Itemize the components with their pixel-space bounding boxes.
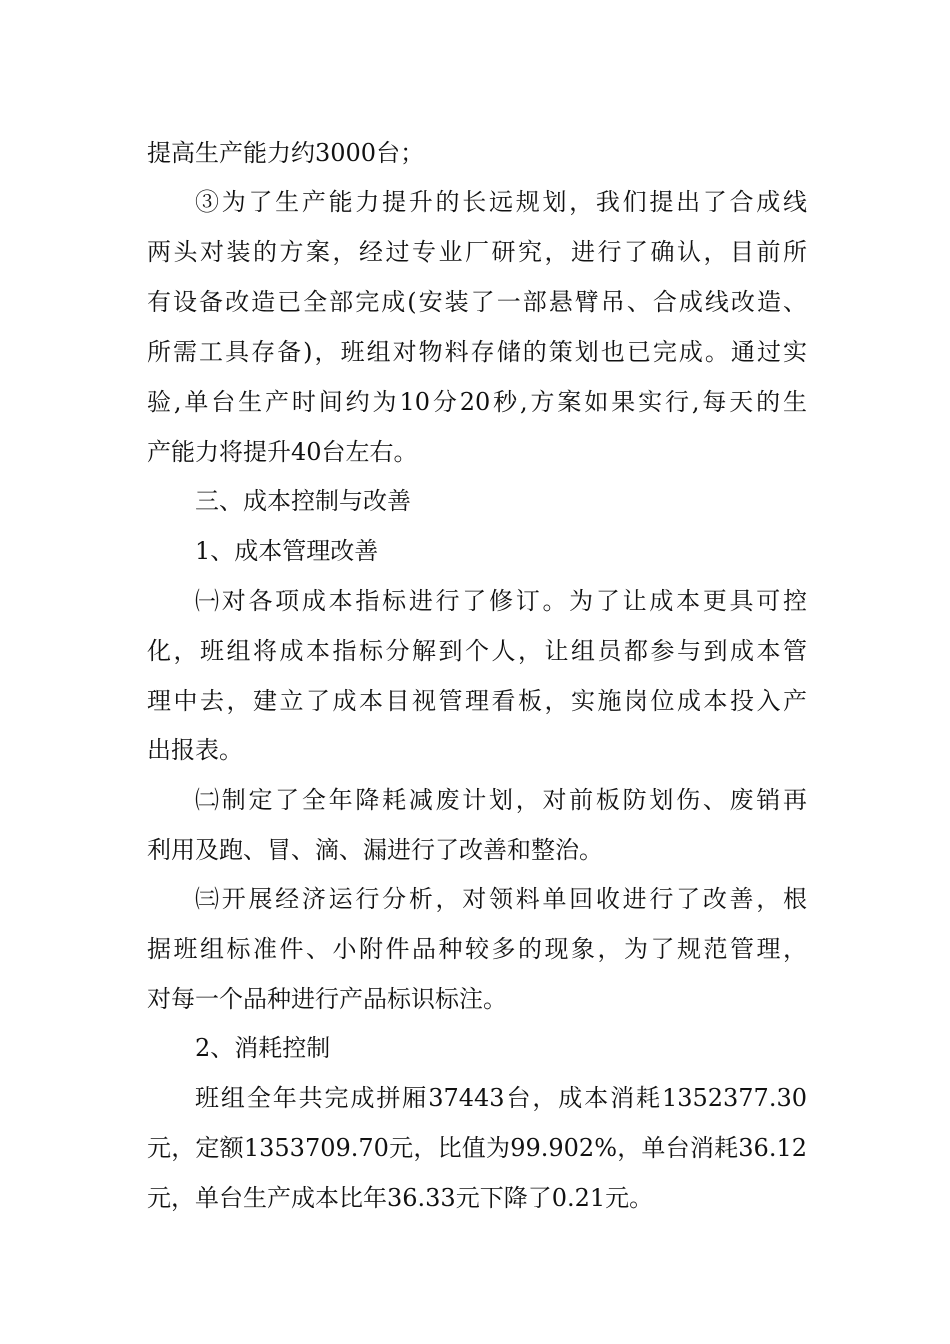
paragraph-line: 班组全年共完成拼厢37443台，成本消耗1352377.30 (195, 1084, 807, 1112)
paragraph-line: 所需工具存备)，班组对物料存储的策划也已完成。通过实 (147, 338, 807, 366)
subsection-heading: 1、成本管理改善 (195, 537, 379, 565)
paragraph-line: 有设备改造已全部完成(安装了一部悬臂吊、合成线改造、 (147, 288, 807, 316)
paragraph-line: ㈡制定了全年降耗减废计划，对前板防划伤、废销再 (195, 786, 807, 814)
paragraph-line: 对每一个品种进行产品标识标注。 (147, 985, 507, 1013)
paragraph-line: 出报表。 (147, 736, 243, 764)
paragraph-line: 据班组标准件、小附件品种较多的现象，为了规范管理， (147, 935, 807, 963)
paragraph-line: ③为了生产能力提升的长远规划，我们提出了合成线 (195, 188, 807, 216)
subsection-heading: 2、消耗控制 (195, 1034, 331, 1062)
paragraph-line: 化，班组将成本指标分解到个人，让组员都参与到成本管 (147, 637, 807, 665)
paragraph-line: ㈢开展经济运行分析，对领料单回收进行了改善，根 (195, 885, 807, 913)
section-heading: 三、成本控制与改善 (195, 487, 411, 515)
paragraph-line: ㈠对各项成本指标进行了修订。为了让成本更具可控 (195, 587, 807, 615)
paragraph-line: 验,单台生产时间约为10分20秒,方案如果实行,每天的生 (147, 388, 807, 416)
paragraph-line: 理中去，建立了成本目视管理看板，实施岗位成本投入产 (147, 687, 807, 715)
paragraph-line: 两头对装的方案，经过专业厂研究，进行了确认，目前所 (147, 238, 807, 266)
paragraph-line: 元，单台生产成本比年36.33元下降了0.21元。 (147, 1184, 654, 1212)
paragraph-line: 元，定额1353709.70元，比值为99.902%，单台消耗36.12 (147, 1134, 807, 1162)
paragraph-line: 产能力将提升40台左右。 (147, 438, 418, 466)
paragraph-line: 利用及跑、冒、滴、漏进行了改善和整治。 (147, 836, 603, 864)
paragraph-line: 提高生产能力约3000台； (147, 139, 425, 167)
